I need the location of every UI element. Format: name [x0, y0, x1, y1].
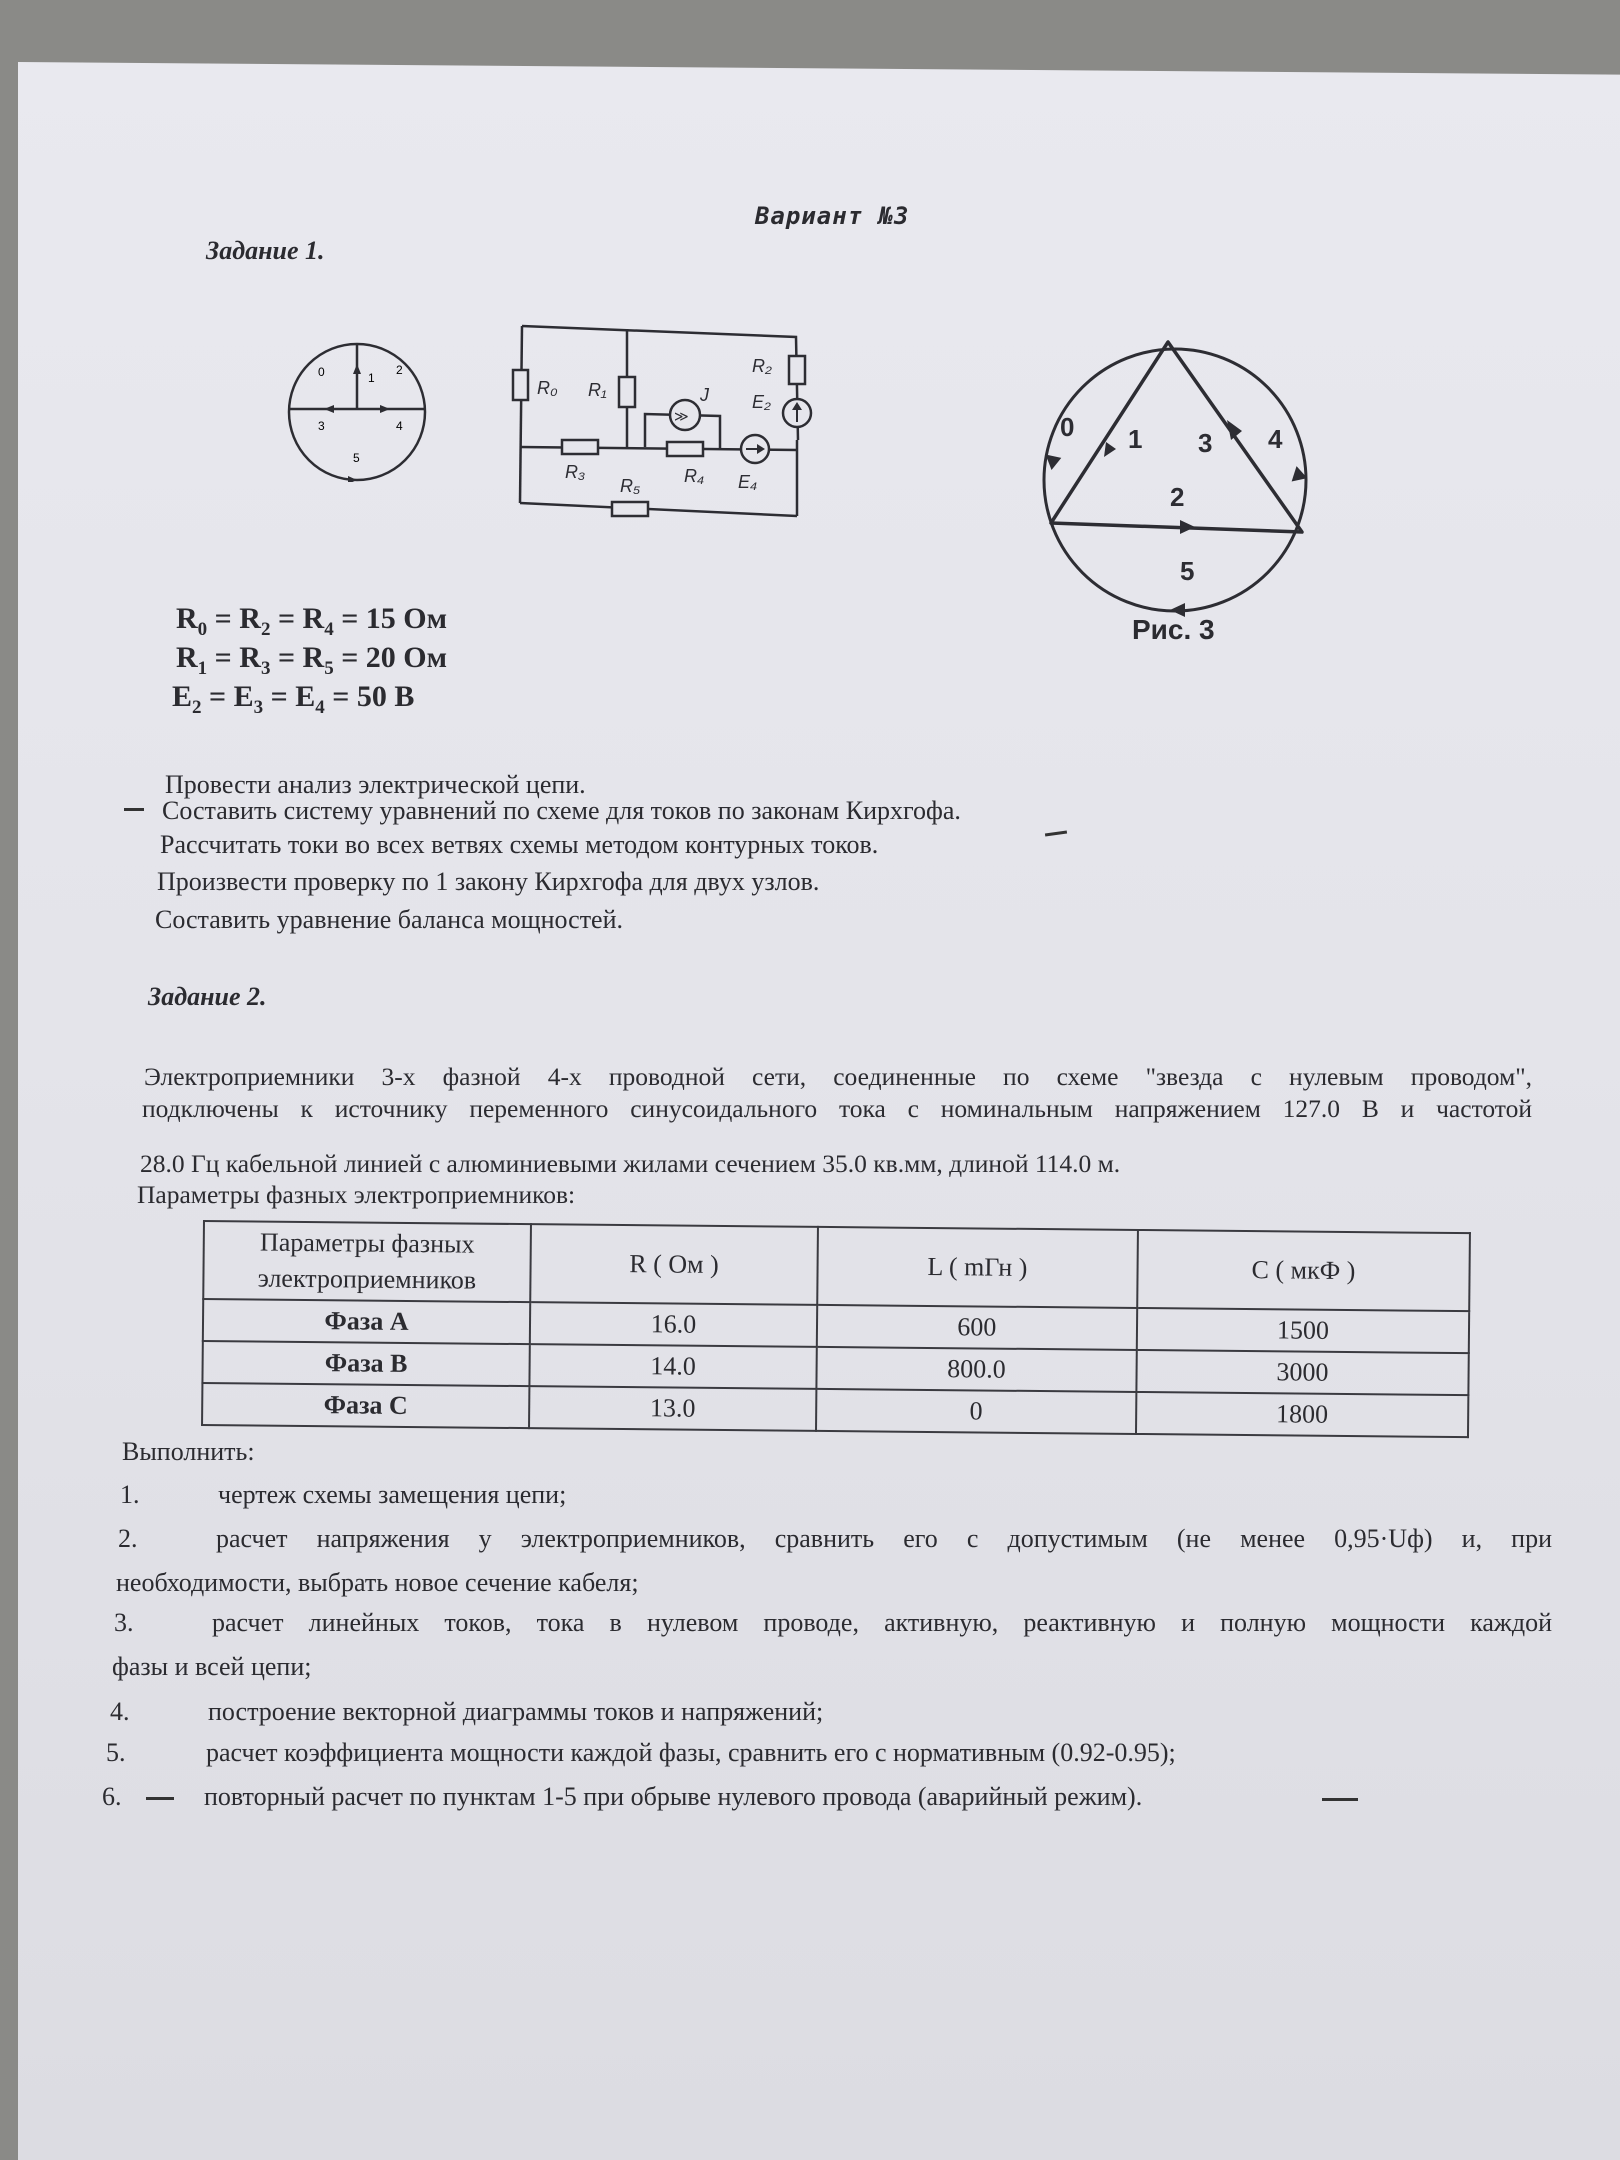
graph-label-4: 4: [1268, 424, 1283, 454]
instruction-5: Составить уравнение баланса мощностей.: [155, 905, 624, 934]
list-item-number: 5.: [106, 1738, 126, 1767]
instruction-3: Рассчитать токи во всех ветвях схемы методом контурных токов.: [160, 830, 879, 859]
figure-caption: Рис. 3: [1132, 614, 1215, 645]
table-header-l: L ( mГн ): [817, 1227, 1138, 1308]
table-header-row: [203, 1221, 1470, 1311]
list-item-text-cont: фазы и всей цепи;: [112, 1652, 312, 1681]
execute-heading: Выполнить:: [122, 1437, 255, 1466]
label-r2: R₂: [752, 356, 772, 376]
label-r0: R₀: [537, 378, 558, 398]
r-cell: 13.0: [529, 1386, 816, 1431]
instruction-4: Произвести проверку по 1 закону Кирхгофа для двух узлов.: [157, 867, 820, 896]
r-cell: 14.0: [529, 1344, 816, 1389]
l-cell: 0: [816, 1389, 1136, 1434]
label-e2: E₂: [752, 392, 771, 412]
list-item-text: повторный расчет по пунктам 1-5 при обрыве нулевого провода (аварийный режим).: [204, 1782, 1143, 1811]
resistor-r2: [789, 356, 805, 384]
small-graph-label-3: 3: [318, 419, 325, 433]
instruction-1: Провести анализ электрической цепи.: [165, 770, 586, 799]
list-item-text: чертеж схемы замещения цепи;: [218, 1480, 567, 1509]
list-item-number: 3.: [114, 1608, 134, 1637]
r-cell: 16.0: [530, 1302, 817, 1347]
small-graph-diagram: [282, 342, 432, 482]
pen-mark: [124, 808, 144, 811]
phase-cell: Фаза А: [203, 1299, 530, 1344]
formula-line-1: $R_0 = R_2 = R_4 = 15$ Ом: [176, 602, 448, 640]
task2-paragraph-line-2: подключены к источнику переменного синусоидального тока с номинальным напряжением 127.0 В и частотой: [142, 1094, 1532, 1123]
list-item-text: расчет коэффициента мощности каждой фазы, сравнить его с нормативным (0.92-0.95);: [206, 1738, 1176, 1767]
c-cell: 1500: [1137, 1308, 1470, 1353]
task2-paragraph-line-3: 28.0 Гц кабельной линией с алюминиевыми жилами сечением 35.0 кв.мм, длиной 114.0 м.: [140, 1149, 1121, 1178]
phase-cell: Фаза B: [202, 1341, 529, 1386]
graph-label-2: 2: [1170, 482, 1185, 512]
resistor-r5: [612, 502, 648, 516]
task2-heading: Задание 2.: [148, 982, 267, 1011]
c-cell: 3000: [1136, 1350, 1469, 1395]
label-r3: R₃: [565, 462, 586, 482]
circuit-schematic: [500, 316, 830, 526]
graph-label-3: 3: [1198, 428, 1213, 458]
table-header-r: R ( Ом ): [530, 1224, 818, 1305]
table-header-cell: Параметры фазных электроприемников: [203, 1221, 531, 1302]
l-cell: 600: [817, 1305, 1137, 1350]
small-graph-label-5: 5: [353, 451, 360, 465]
small-graph-label-4: 4: [396, 419, 403, 433]
label-e4: E₄: [738, 472, 758, 492]
resistor-r3: [562, 440, 598, 454]
resistor-r0: [513, 370, 528, 400]
l-cell: 800.0: [816, 1347, 1136, 1392]
list-item-number: 1.: [120, 1480, 140, 1509]
list-item-text: расчет линейных токов, тока в нулевом проводе, активную, реактивную и полную мощности каждой: [212, 1608, 1552, 1637]
list-item-number: 4.: [110, 1697, 130, 1726]
resistor-r4: [667, 442, 703, 456]
variant-title: Вариант №3: [755, 202, 910, 230]
instruction-2: Составить систему уравнений по схеме для токов по законам Кирхгофа.: [162, 796, 961, 825]
pen-mark: [1322, 1798, 1358, 1801]
resistor-r1: [619, 377, 635, 407]
table-header-c: С ( мкФ ): [1137, 1230, 1470, 1311]
params-caption: Параметры фазных электроприемников:: [137, 1180, 576, 1209]
small-graph-label-1: 1: [368, 371, 375, 385]
formula-line-2: $R_1 = R_3 = R_5 = 20$ Ом: [176, 641, 448, 679]
graph-label-0: 0: [1060, 412, 1075, 442]
list-item-number: 6.: [102, 1782, 122, 1811]
graph-label-1: 1: [1128, 424, 1143, 454]
small-graph-label-2: 2: [396, 363, 403, 377]
list-item-text-cont: необходимости, выбрать новое сечение кабеля;: [116, 1568, 639, 1597]
label-r4: R₄: [684, 466, 705, 486]
list-item-number: 2.: [118, 1524, 138, 1553]
label-j: J: [700, 385, 709, 405]
small-graph-label-0: 0: [318, 365, 325, 379]
graph-label-5: 5: [1180, 556, 1195, 586]
formula-line-3: $E_2 = E_3 = E_4 = 50$ В: [172, 680, 415, 718]
label-r5: R₅: [620, 476, 641, 496]
task2-paragraph-line-1: Электроприемники 3-х фазной 4-х проводной сети, соединенные по схеме "звезда с нулевым проводом",: [144, 1062, 1532, 1091]
svg-text:≫: ≫: [674, 408, 689, 424]
list-item-text: построение векторной диаграммы токов и напряжений;: [208, 1697, 824, 1726]
label-r1: R₁: [588, 380, 607, 400]
phase-cell: Фаза C: [202, 1383, 529, 1428]
c-cell: 1800: [1136, 1392, 1469, 1437]
graph-figure-3: [1020, 330, 1340, 630]
parameters-table: [201, 1220, 1471, 1438]
pen-mark: [146, 1797, 174, 1800]
list-item-text: расчет напряжения у электроприемников, сравнить его с допустимым (не менее 0,95·Uф) и, при: [216, 1524, 1552, 1553]
task1-heading: Задание 1.: [206, 236, 325, 265]
